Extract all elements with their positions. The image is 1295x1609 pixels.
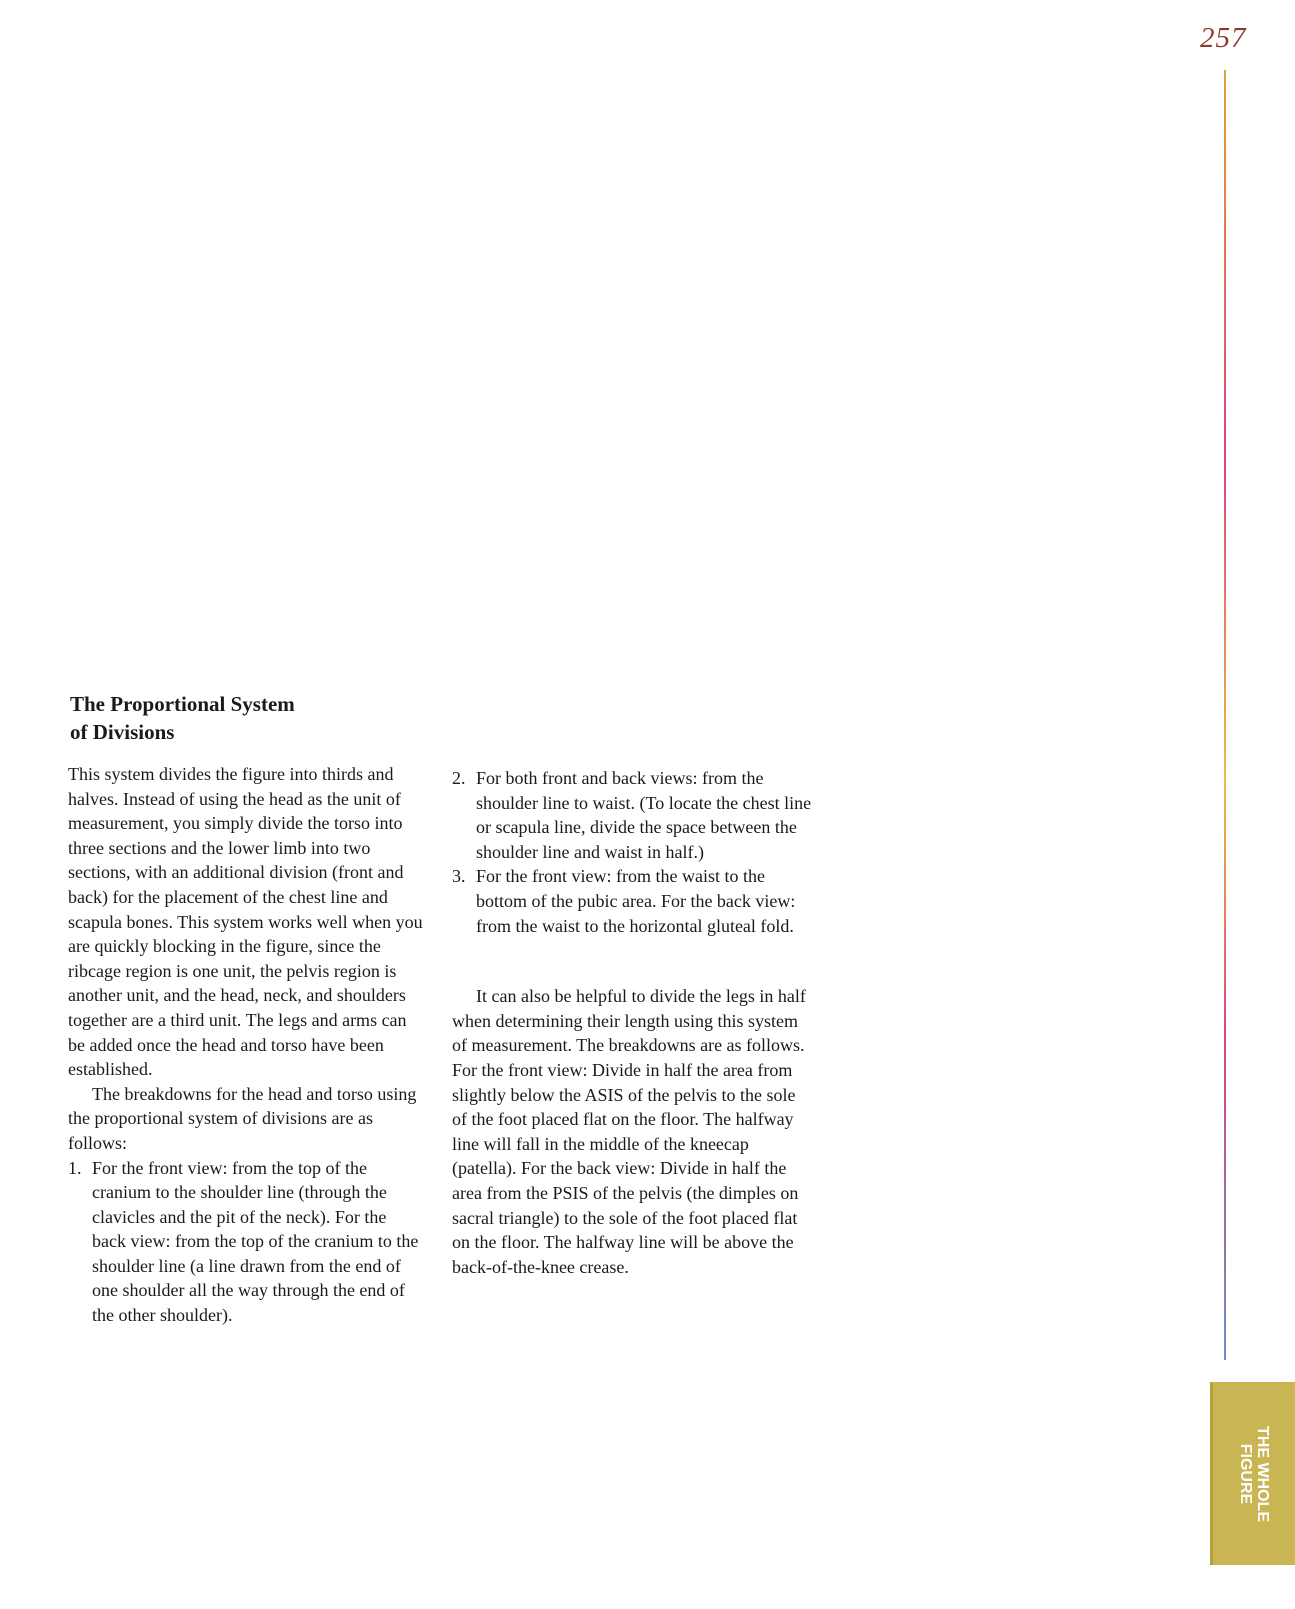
side-rule xyxy=(1224,70,1226,1360)
section-heading: The Proportional System of Divisions xyxy=(70,692,295,744)
list-item-text: For the front view: from the waist to the bottom of the pubic area. For the back view: from the waist to the horizontal gluteal fold. xyxy=(476,866,796,936)
right-column xyxy=(452,766,812,1279)
section-tab xyxy=(1210,1382,1295,1565)
list-item-number: 1. xyxy=(68,1157,82,1178)
list-item xyxy=(452,766,812,864)
list-item-number: 2. xyxy=(452,768,466,788)
list-item-text: For both front and back views: from the shoulder line to waist. (To locate the chest line or scapula line, divide the space between the shoulder line and waist in half.) xyxy=(476,768,812,862)
intro-paragraph: This system divides the figure into thirds and halves. Instead of using the head as the unit of measurement, you simply divide the torso into three sections and the lower limb into two sections, with an additional division (front and back) for the placement of the chest line and scapula bones. This system works well when you are quickly blocking in the figure, since the ribcage region is one unit, the pelvis region is another unit, and the head, neck, and shoulders together are a third unit. The legs and arms can be added once the head and torso have been established. xyxy=(68,764,423,1080)
left-column xyxy=(68,762,423,1328)
page-number: 257 xyxy=(1200,22,1247,54)
list-item xyxy=(68,1156,423,1328)
section-tab-label: THE WHOLE FIGURE xyxy=(1237,1425,1271,1522)
list-item xyxy=(452,864,812,938)
legs-paragraph: It can also be helpful to divide the legs in half when determining their length using this system of measurement. The breakdowns are as follows. For the front view: Divide in half the area from slightly below the ASIS of the pelvis to the sole of the foot placed flat on the floor. The halfway line will fall in the middle of the kneecap (patella). For the back view: Divide in half the area from the PSIS of the pelvis (the dimples on sacral triangle) to the sole of the foot placed flat on the floor. The halfway line will be above the back-of-the-knee crease. xyxy=(452,986,806,1277)
breakdowns-intro-paragraph: The breakdowns for the head and torso using the proportional system of divisions are as follows: xyxy=(68,1083,417,1153)
steps-list-right xyxy=(452,766,812,938)
steps-list-left xyxy=(68,1156,423,1328)
list-item-number: 3. xyxy=(452,866,466,887)
list-item-text: For the front view: from the top of the cranium to the shoulder line (through the clavicles and the pit of the neck). For the back view: from the top of the cranium to the shoulder line (a line drawn from the end of one shoulder all the way through the end of the other shoulder). xyxy=(92,1157,419,1326)
